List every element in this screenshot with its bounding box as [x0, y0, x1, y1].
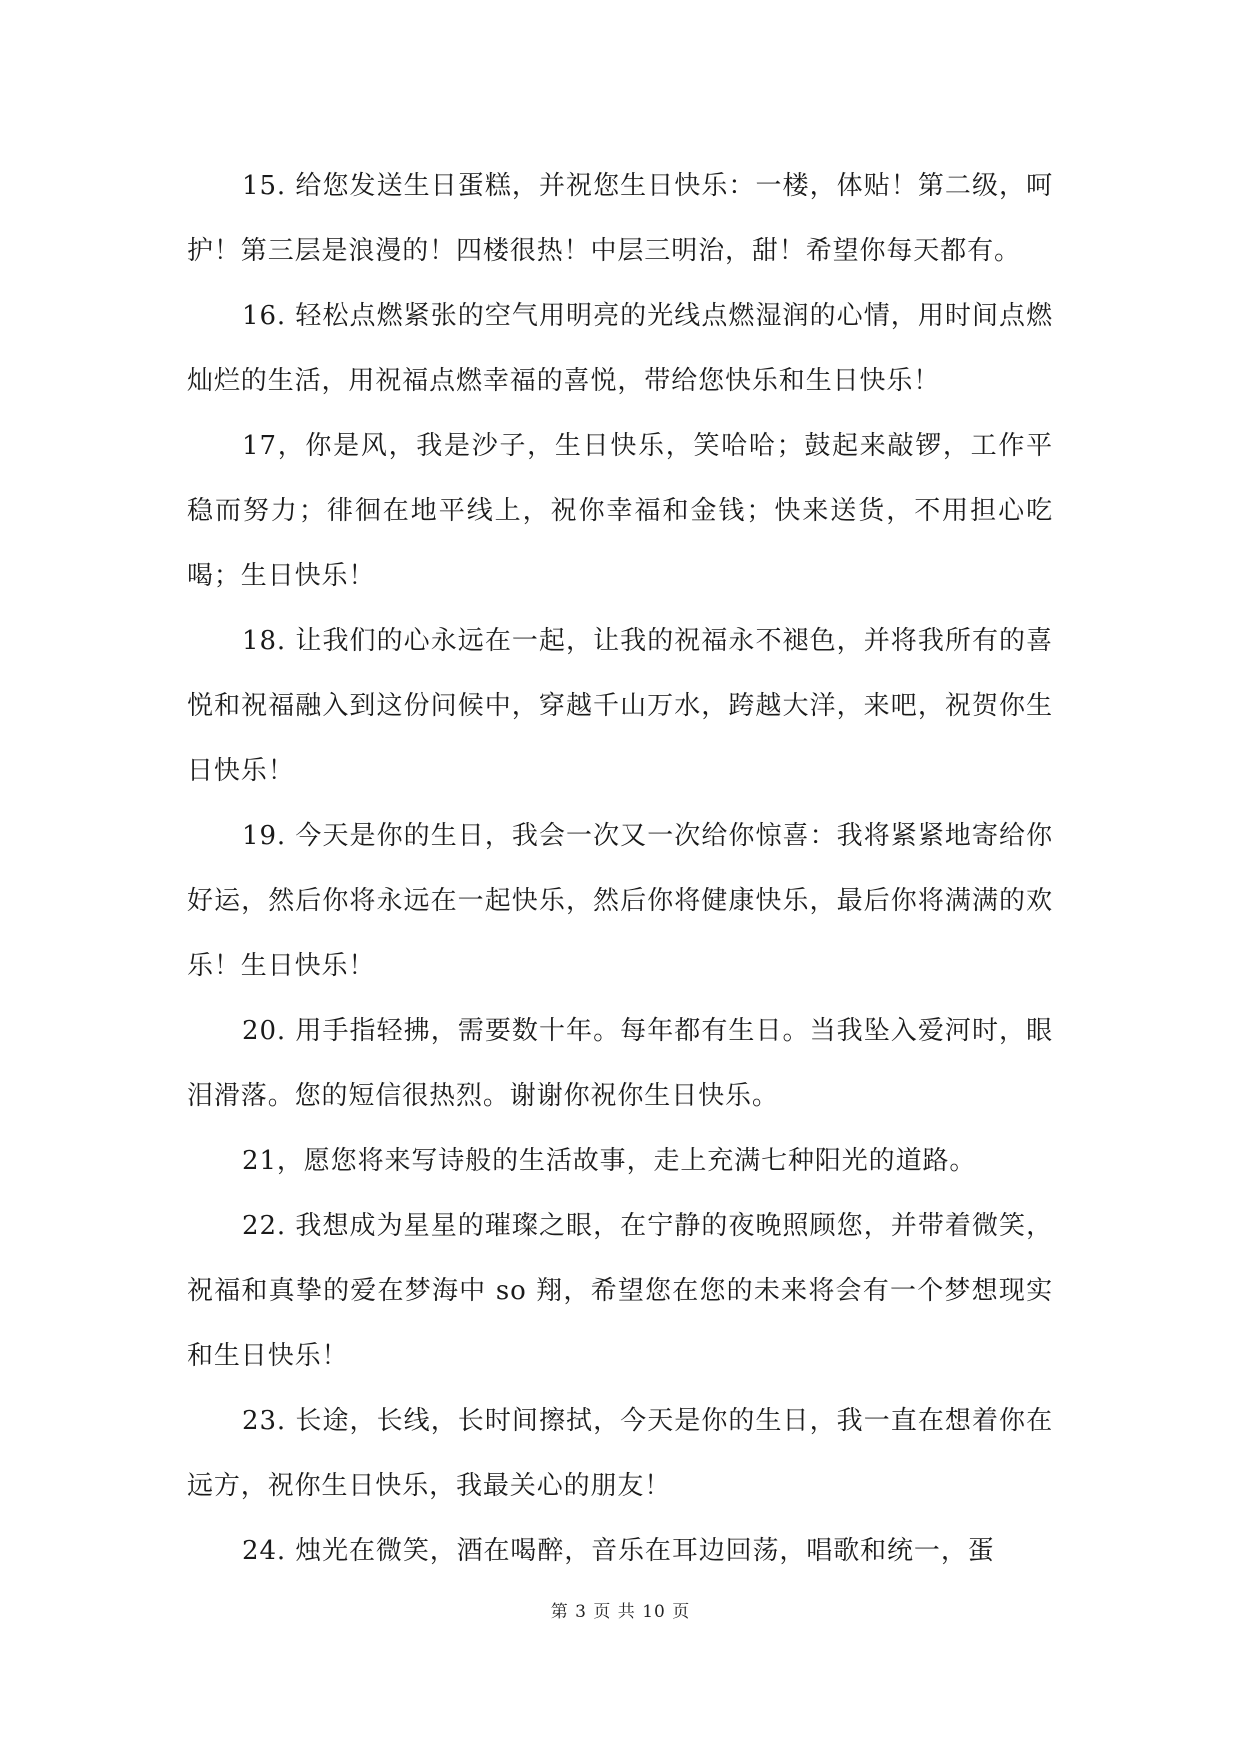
paragraph-16: 16. 轻松点燃紧张的空气用明亮的光线点燃湿润的心情，用时间点燃灿烂的生活，用祝福点燃幸福的喜悦，带给您快乐和生日快乐！ — [187, 301, 1053, 396]
paragraph-22: 22. 我想成为星星的璀璨之眼，在宁静的夜晚照顾您，并带着微笑，祝福和真挚的爱在梦海中 so 翔，希望您在您的未来将会有一个梦想现实和生日快乐！ — [187, 1211, 1053, 1371]
paragraph-23: 23. 长途，长线，长时间擦拭，今天是你的生日，我一直在想着你在远方，祝你生日快乐，我最关心的朋友！ — [187, 1406, 1053, 1501]
paragraph-18: 18. 让我们的心永远在一起，让我的祝福永不褪色，并将我所有的喜悦和祝福融入到这份问候中，穿越千山万水，跨越大洋，来吧，祝贺你生日快乐！ — [187, 626, 1053, 786]
paragraph-15: 15. 给您发送生日蛋糕，并祝您生日快乐：一楼，体贴！第二级，呵护！第三层是浪漫的！四楼很热！中层三明治，甜！希望你每天都有。 — [187, 171, 1053, 266]
page-number-footer: 第 3 页 共 10 页 — [550, 1602, 691, 1622]
paragraph-17: 17，你是风，我是沙子，生日快乐，笑哈哈；鼓起来敲锣，工作平稳而努力；徘徊在地平线上，祝你幸福和金钱；快来送货，不用担心吃喝；生日快乐！ — [187, 431, 1053, 591]
paragraph-24: 24. 烛光在微笑，酒在喝醉，音乐在耳边回荡，唱歌和统一，蛋 — [242, 1536, 995, 1566]
paragraph-21: 21，愿您将来写诗般的生活故事，走上充满七种阳光的道路。 — [242, 1146, 977, 1176]
document-body — [187, 154, 1053, 1584]
paragraph-20: 20. 用手指轻拂，需要数十年。每年都有生日。当我坠入爱河时，眼泪滑落。您的短信很热烈。谢谢你祝你生日快乐。 — [187, 1016, 1053, 1111]
paragraph-19: 19. 今天是你的生日，我会一次又一次给你惊喜：我将紧紧地寄给你好运，然后你将永远在一起快乐，然后你将健康快乐，最后你将满满的欢乐！生日快乐！ — [187, 821, 1053, 981]
